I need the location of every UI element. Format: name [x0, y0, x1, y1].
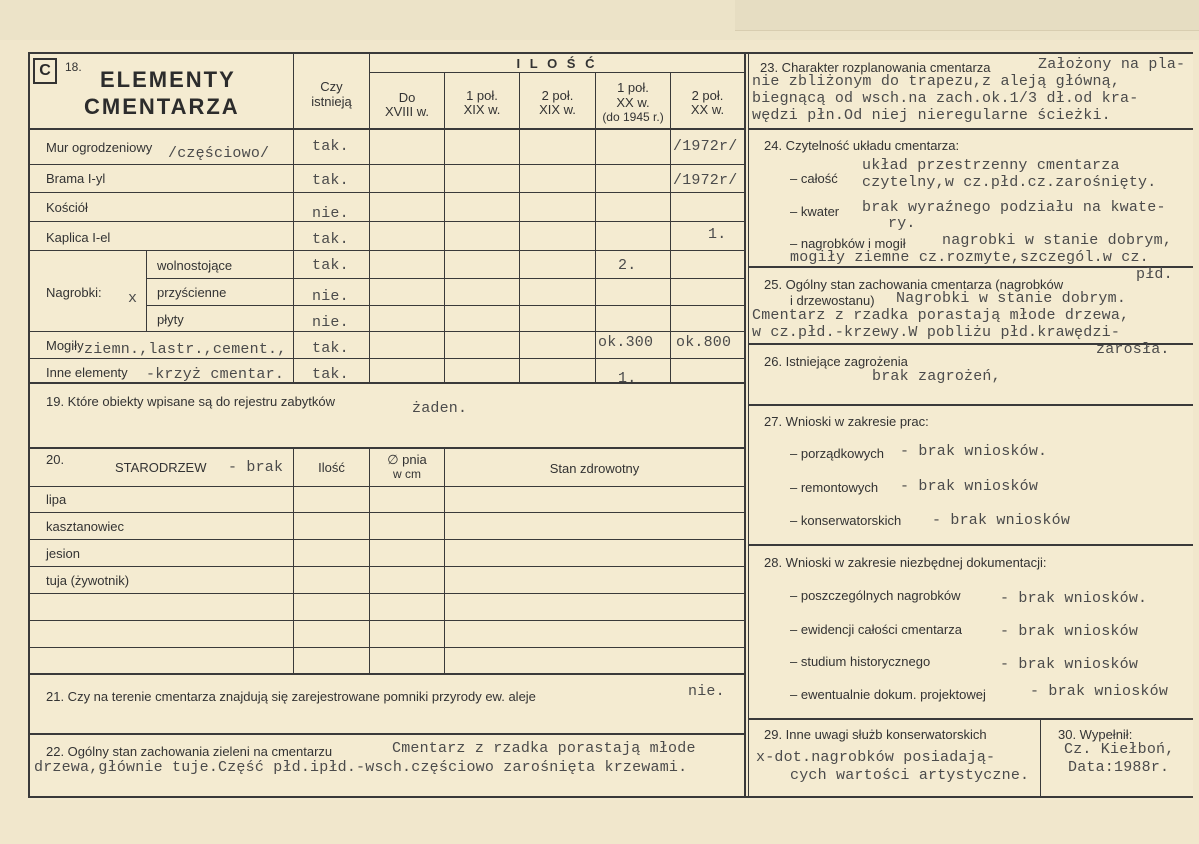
row-mogily-1polxx: ok.300	[598, 334, 654, 351]
nagrobkow-value-line3: płd.	[1136, 266, 1173, 283]
section-20-ilosc: Ilość	[318, 460, 345, 475]
tree-row: tuja (żywotnik)	[46, 573, 130, 588]
section-25-value-line1: Nagrobki w stanie dobrym.	[896, 290, 1127, 307]
section-28-label: 28. Wnioski w zakresie niezbędnej dokumentacji:	[764, 555, 1047, 570]
row-plyty-label: płyty	[157, 312, 184, 327]
col-1pol-xx-l1: 1 poł.	[617, 80, 649, 95]
section-19-label: 19. Które obiekty wpisane są do rejestru zabytków	[46, 394, 336, 409]
col-2pol-xx-l2: XX w.	[690, 102, 725, 117]
section-22-label: 22. Ogólny stan zachowania zieleni na cmentarzu	[46, 744, 333, 759]
kwater-label: – kwater	[790, 204, 840, 219]
row-inne-note: -krzyż cmentar.	[146, 366, 285, 383]
section-20-number: 20.	[46, 452, 65, 467]
row-nagrobki-mark: x	[128, 290, 138, 307]
row-wolno-1polxx: 2.	[618, 257, 637, 274]
section-20-pien1: ∅ pnia	[387, 452, 427, 467]
section-18-number: 18.	[65, 60, 82, 74]
section-21-label: 21. Czy na terenie cmentarza znajdują się zarejestrowane pomniki przyrody ew. aleje	[46, 689, 536, 704]
section-29-value-line1: x-dot.nagrobków posiadają-	[756, 749, 996, 766]
col-1pol-xix-l2: XIX w.	[463, 102, 501, 117]
section-25-label-line1: 25. Ogólny stan zachowania cmentarza (nagrobków	[764, 277, 1064, 292]
wnioski-dok-value: - brak wniosków	[1000, 656, 1139, 673]
section-26-label: 26. Istniejące zagrożenia	[764, 354, 908, 369]
row-nagrobki-label: Nagrobki:	[46, 285, 102, 300]
section-18-title-line1: ELEMENTY	[100, 67, 236, 92]
row-brama-exists: tak.	[312, 172, 349, 189]
calosc-value-line2: czytelny,w cz.płd.cz.zarośnięty.	[862, 174, 1157, 191]
paper-edge-band	[735, 0, 1199, 31]
tree-row: lipa	[46, 492, 67, 507]
row-kaplica-label: Kaplica I-el	[46, 230, 111, 245]
section-22-line2: drzewa,głównie tuje.Część płd.ipłd.-wsch.częściowo zarośnięta krzewami.	[34, 759, 688, 776]
wnioski-prac-value: - brak wniosków	[900, 478, 1039, 495]
czy-header: Czy	[320, 79, 343, 94]
section-29-label: 29. Inne uwagi służb konserwatorskich	[764, 727, 987, 742]
kwater-value-line1: brak wyraźnego podziału na kwate-	[862, 199, 1166, 216]
nagrobkow-value-line2: mogiły ziemne cz.rozmyte,szczegól.w cz.	[790, 249, 1149, 266]
wnioski-prac-label: – remontowych	[790, 480, 879, 495]
wnioski-dok-label: – studium historycznego	[790, 654, 931, 669]
row-inne-1polxx: 1.	[618, 370, 637, 387]
row-wolno-exists: tak.	[312, 257, 349, 274]
col-2pol-xx-l1: 2 poł.	[691, 88, 724, 103]
row-mur-exists: tak.	[312, 138, 349, 155]
row-wolno-label: wolnostojące	[157, 258, 233, 273]
kwater-value-line2: ry.	[888, 215, 916, 232]
row-inne-exists: tak.	[312, 366, 349, 383]
row-brama-label: Brama I-yl	[46, 171, 106, 186]
card-letter-box: C	[33, 58, 57, 84]
row-plyty-exists: nie.	[312, 314, 349, 331]
wnioski-prac-label: – porządkowych	[790, 446, 884, 461]
row-mur-2polxx: /1972r/	[673, 138, 738, 155]
row-mogily-label: Mogiły	[46, 338, 84, 353]
row-mur-note: /częściowo/	[168, 145, 270, 162]
section-25-value-line2: Cmentarz z rzadka porastają młode drzewa,	[752, 307, 1130, 324]
section-25-label-line2: i drzewostanu)	[790, 293, 875, 308]
section-23-line3: biegnącą od wsch.na zach.ok.1/3 dł.od kra-	[752, 90, 1139, 107]
istnieja-header: istnieją	[311, 94, 352, 109]
section-18-title-line2: CMENTARZA	[84, 94, 240, 119]
wnioski-prac-value: - brak wniosków.	[900, 443, 1048, 460]
col-2pol-xix-l1: 2 poł.	[541, 88, 574, 103]
row-mogily-exists: tak.	[312, 340, 349, 357]
section-25-value-line4: zarosła.	[1096, 341, 1170, 358]
section-23-line1: Założony na pla-	[1038, 56, 1186, 73]
section-30-label: 30. Wypełnił:	[1058, 727, 1133, 742]
section-24-label: 24. Czytelność układu cmentarza:	[764, 138, 960, 153]
row-mur-label: Mur ogrodzeniowy	[46, 140, 153, 155]
row-inne-label: Inne elementy	[46, 365, 128, 380]
wnioski-dok-label: – poszczególnych nagrobków	[790, 588, 961, 603]
row-mogily-note: ziemn.,lastr.,cement.,	[84, 341, 287, 358]
section-20-stan: Stan zdrowotny	[549, 461, 640, 476]
wnioski-prac-label: – konserwatorskich	[790, 513, 902, 528]
section-26-value: brak zagrożeń,	[872, 368, 1001, 385]
row-kosciol-exists: nie.	[312, 205, 349, 222]
row-kaplica-2polxx: 1.	[708, 226, 727, 243]
section-23-line2: nie zbliżonym do trapezu,z aleją główną,	[752, 73, 1121, 90]
tree-row: kasztanowiec	[46, 519, 125, 534]
wnioski-dok-label: – ewentualnie dokum. projektowej	[790, 687, 986, 702]
tree-row: jesion	[46, 546, 80, 561]
section-23-line4: wędzi płn.Od niej nieregularne ścieżki.	[752, 107, 1111, 124]
section-29-value-line2: cych wartości artystyczne.	[790, 767, 1030, 784]
nagrobkow-value-line1: nagrobki w stanie dobrym,	[942, 232, 1173, 249]
wnioski-dok-label: – ewidencji całości cmentarza	[790, 622, 962, 637]
ilosc-header: I L O Ś Ć	[516, 56, 598, 71]
section-20-note: - brak	[228, 459, 284, 476]
col-1pol-xix-l1: 1 poł.	[466, 88, 498, 103]
filled-date: Data:1988r.	[1068, 759, 1170, 776]
section-22-line1: Cmentarz z rzadka porastają młode	[392, 740, 696, 757]
col-2pol-xix-l2: XIX w.	[539, 102, 576, 117]
wnioski-prac-value: - brak wniosków	[932, 512, 1071, 529]
wnioski-dok-value: - brak wniosków.	[1000, 590, 1148, 607]
section-20-title: STARODRZEW	[115, 460, 207, 475]
wnioski-dok-value: - brak wniosków	[1030, 683, 1169, 700]
section-21-value: nie.	[688, 683, 725, 700]
col-1pol-xx-l2: XX w.	[616, 95, 650, 110]
section-23-label: 23. Charakter rozplanowania cmentarza	[760, 60, 991, 75]
col-do-xviii-l2: XVIII w.	[384, 104, 430, 119]
nagrobkow-label: – nagrobków i mogił	[790, 236, 906, 251]
row-kaplica-exists: tak.	[312, 231, 349, 248]
row-przysc-label: przyścienne	[157, 285, 227, 300]
row-mogily-2polxx: ok.800	[676, 334, 732, 351]
col-1pol-xx-l3: (do 1945 r.)	[602, 110, 664, 124]
filled-by-name: Cz. Kiełboń,	[1064, 741, 1175, 758]
row-kosciol-label: Kościół	[46, 200, 88, 215]
section-25-value-line3: w cz.płd.-krzewy.W pobliżu płd.krawędzi-	[752, 324, 1121, 341]
calosc-label: – całość	[790, 171, 838, 186]
calosc-value-line1: układ przestrzenny cmentarza	[862, 157, 1120, 174]
col-do-xviii-l1: Do	[398, 90, 416, 105]
wnioski-dok-value: - brak wniosków	[1000, 623, 1139, 640]
section-20-pien2: w cm	[393, 467, 421, 481]
row-przysc-exists: nie.	[312, 288, 349, 305]
section-27-label: 27. Wnioski w zakresie prac:	[764, 414, 929, 429]
section-19-value: żaden.	[412, 400, 468, 417]
row-brama-2polxx: /1972r/	[673, 172, 738, 189]
